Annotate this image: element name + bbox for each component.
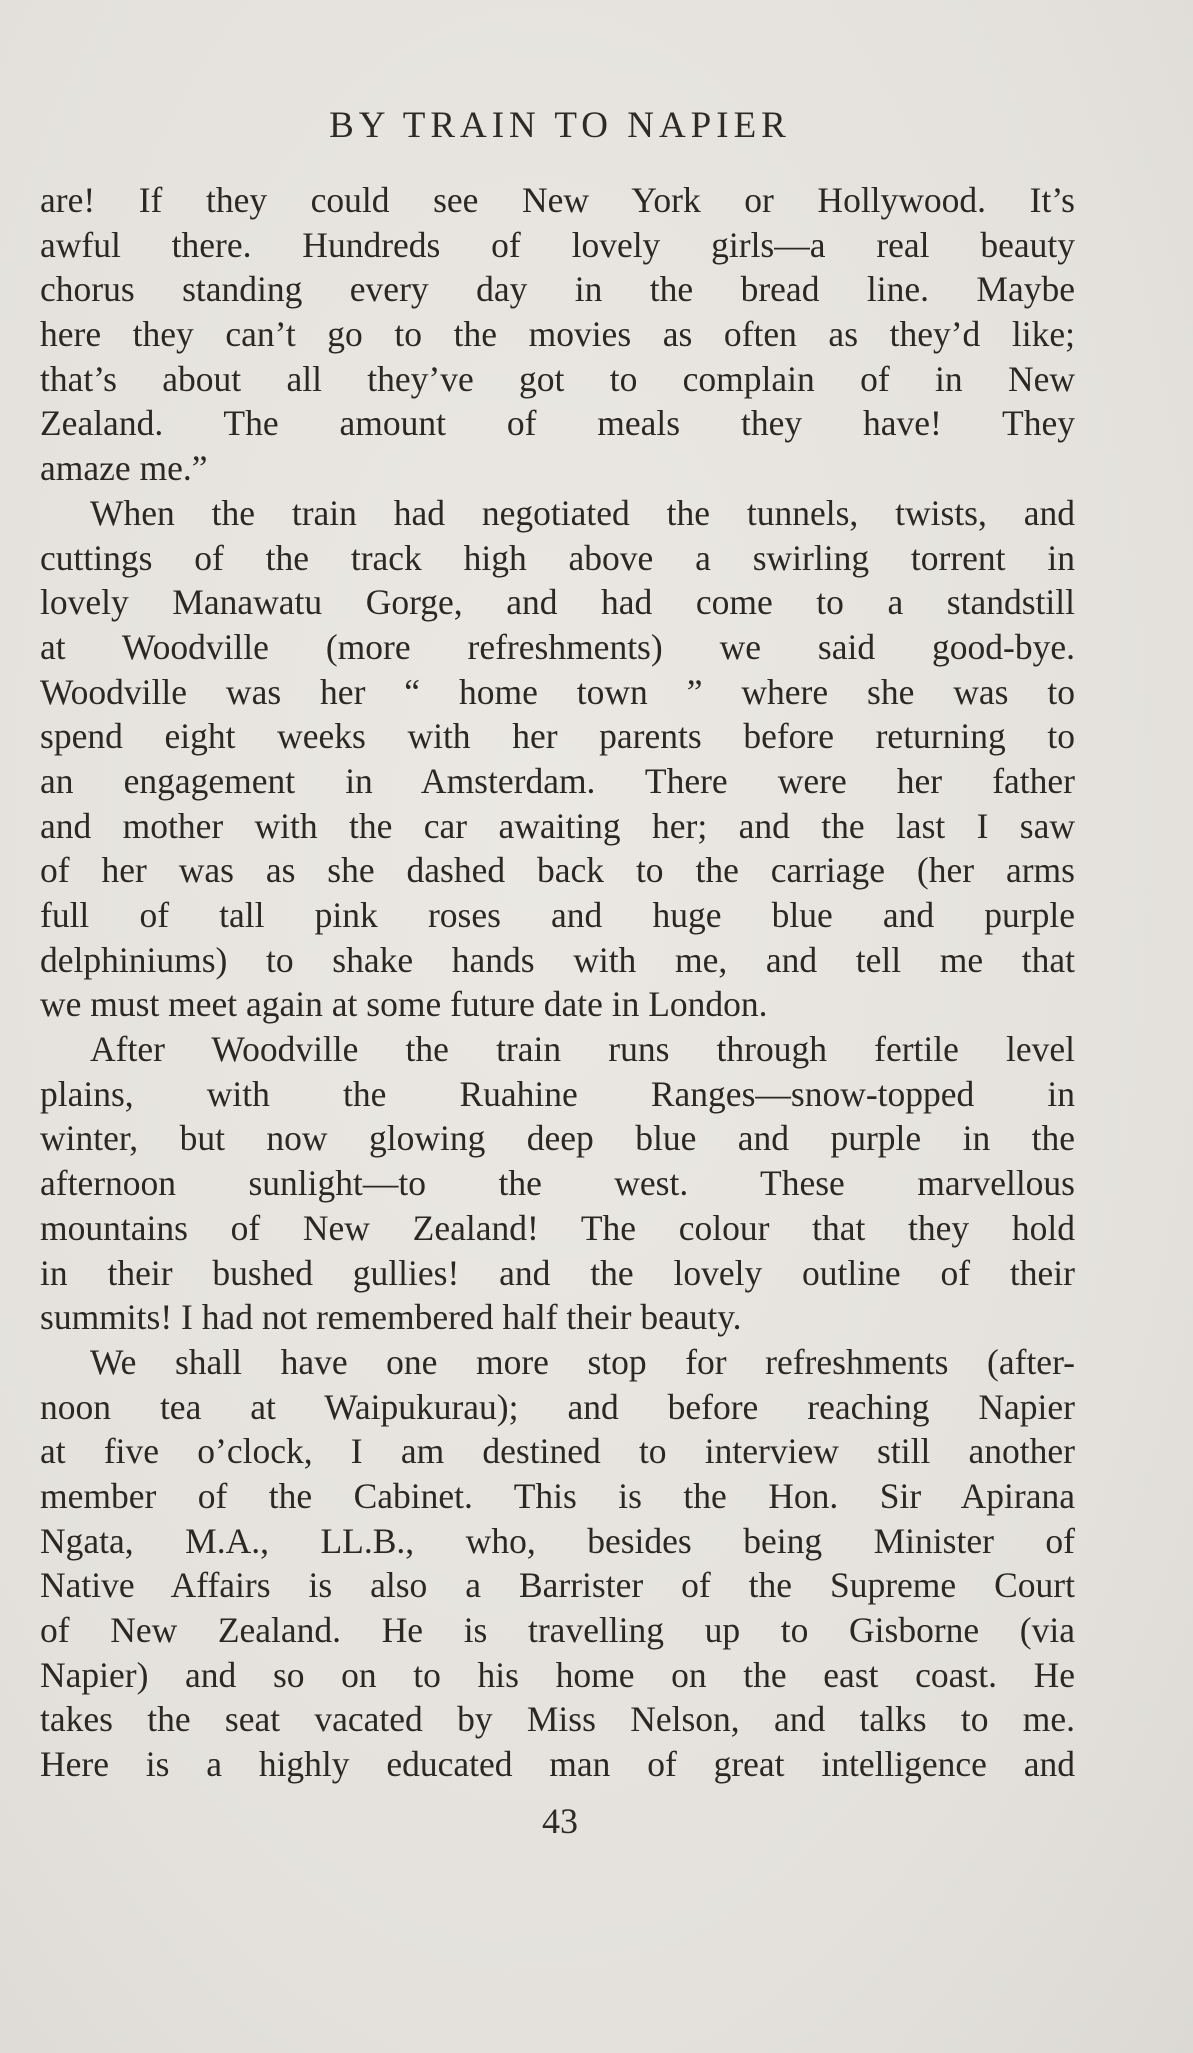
text-line: of New Zealand. He is travelling up to Gisborne (via	[40, 1610, 1075, 1650]
text-line: noon tea at Waipukurau); and before reaching Napier	[40, 1386, 1075, 1427]
text-line: spend eight weeks with her parents before returning to	[40, 716, 1075, 757]
paragraph-first-line: After Woodville the train runs through fertile level	[90, 1029, 1075, 1070]
text-line: Napier) and so on to his home on the east coast. He	[40, 1654, 1075, 1695]
text-line: mountains of New Zealand! The colour that they hold	[40, 1207, 1075, 1248]
text-line: that’s about all they’ve got to complain of in New	[40, 358, 1075, 399]
text-line: winter, but now glowing deep blue and purple in the	[40, 1118, 1075, 1159]
text-line: Native Affairs is also a Barrister of the Supreme Court	[40, 1565, 1075, 1606]
text-line: an engagement in Amsterdam. There were her father	[40, 760, 1075, 801]
text-line: Here is a highly educated man of great intelligence and	[40, 1744, 1075, 1785]
text-line: at Woodville (more refreshments) we said good-bye.	[40, 626, 1075, 667]
text-line: here they can’t go to the movies as often as they’d like;	[40, 314, 1075, 355]
text-line: takes the seat vacated by Miss Nelson, and talks to me.	[40, 1699, 1075, 1740]
text-line: at five o’clock, I am destined to interview still another	[40, 1431, 1075, 1472]
text-line: are! If they could see New York or Hollywood. It’s	[40, 180, 1075, 220]
text-line: chorus standing every day in the bread line. Maybe	[40, 269, 1075, 310]
text-line: cuttings of the track high above a swirling torrent in	[40, 537, 1075, 578]
paragraph-first-line: We shall have one more stop for refreshments (after-	[90, 1341, 1075, 1382]
body-text	[40, 178, 1075, 1787]
text-line: awful there. Hundreds of lovely girls—a real beauty	[40, 224, 1075, 265]
text-line: in their bushed gullies! and the lovely outline of their	[40, 1252, 1075, 1293]
text-line: delphiniums) to shake hands with me, and tell me that	[40, 939, 1075, 980]
text-line: member of the Cabinet. This is the Hon. Sir Apirana	[40, 1475, 1075, 1516]
text-line: Ngata, M.A., LL.B., who, besides being Minister of	[40, 1520, 1075, 1561]
page-number: 43	[542, 1801, 578, 1841]
text-line: plains, with the Ruahine Ranges—snow-topped in	[40, 1073, 1075, 1114]
text-line: afternoon sunlight—to the west. These marvellous	[40, 1163, 1075, 1204]
text-line: summits! I had not remembered half their beauty.	[40, 1297, 742, 1338]
text-line: Zealand. The amount of meals they have! They	[40, 403, 1075, 444]
text-line: lovely Manawatu Gorge, and had come to a standstill	[40, 582, 1075, 623]
running-head: BY TRAIN TO NAPIER	[329, 105, 791, 146]
text-line: Woodville was her “ home town ” where she was to	[40, 671, 1075, 712]
text-line: amaze me.”	[40, 448, 208, 489]
text-line: and mother with the car awaiting her; and the last I saw	[40, 805, 1075, 846]
text-line: full of tall pink roses and huge blue and purple	[40, 895, 1075, 935]
text-line: of her was as she dashed back to the carriage (her arms	[40, 850, 1075, 891]
text-line: we must meet again at some future date in London.	[40, 984, 768, 1025]
paragraph-first-line: When the train had negotiated the tunnels, twists, and	[90, 492, 1075, 533]
